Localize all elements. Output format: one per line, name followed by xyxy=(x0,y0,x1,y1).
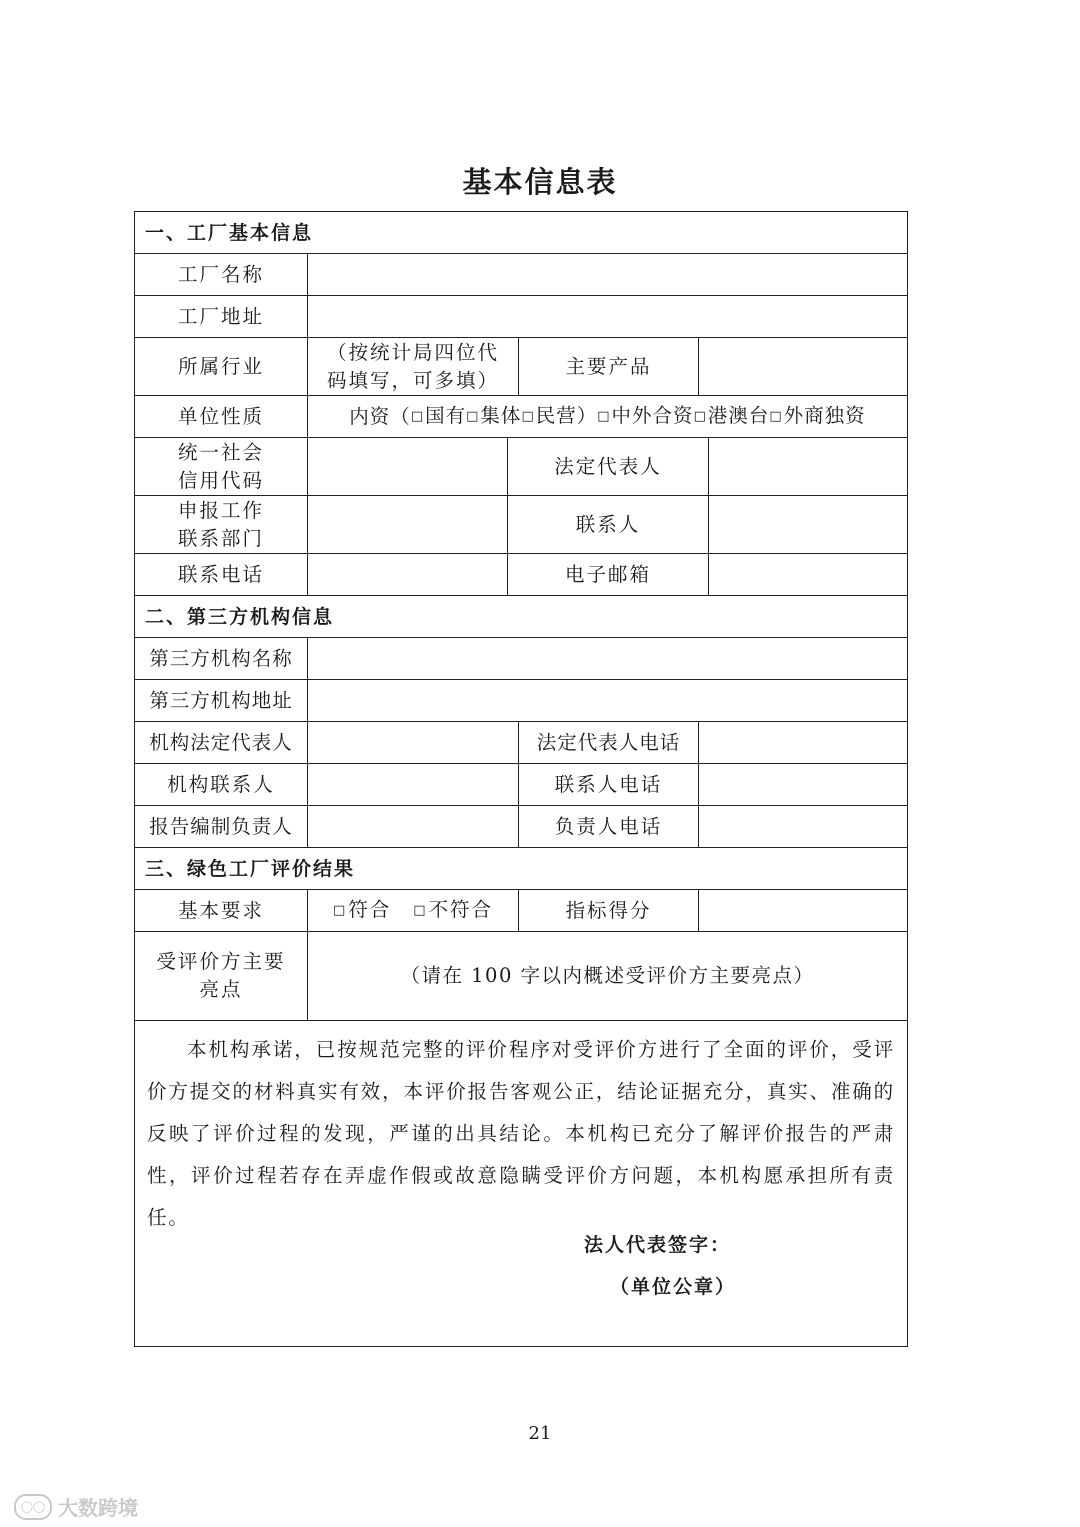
contact-dept-label xyxy=(135,496,307,553)
checkbox-conform[interactable]: □ 符合 xyxy=(333,896,391,925)
legal-rep-phone-field[interactable] xyxy=(698,722,907,763)
section-1-title: 一、工厂基本信息 xyxy=(145,221,314,244)
main-product-field[interactable] xyxy=(698,338,907,395)
highlights-field[interactable]: （请在 100 字以内概述受评价方主要亮点） xyxy=(307,932,907,1020)
basic-requirement-options xyxy=(307,890,518,931)
factory-name-label: 工厂名称 xyxy=(177,262,264,286)
contact-dept-label-line2: 联系部门 xyxy=(177,526,264,550)
report-lead-label: 报告编制负责人 xyxy=(149,814,293,838)
checkbox-hk-macao-taiwan[interactable]: □ 港澳台 xyxy=(694,402,770,431)
org-contact-field[interactable] xyxy=(307,764,518,805)
checkbox-state-owned[interactable]: □ 国有 xyxy=(411,402,466,431)
credit-code-label xyxy=(135,438,307,495)
watermark-text: 大数跨境 xyxy=(58,1496,138,1520)
credit-code-label-line2: 信用代码 xyxy=(177,468,264,492)
org-legal-rep-field[interactable] xyxy=(307,722,518,763)
org-name-label: 第三方机构名称 xyxy=(149,646,293,670)
watermark-logo-icon: ◯◯ xyxy=(14,1494,52,1520)
industry-label: 所属行业 xyxy=(177,354,264,378)
checkbox-collective[interactable]: □ 集体 xyxy=(466,402,521,431)
contact-person-field[interactable] xyxy=(708,496,907,553)
org-contact-row xyxy=(135,764,907,806)
seal-label: （单位公章） xyxy=(610,1276,737,1298)
org-address-label: 第三方机构地址 xyxy=(149,688,293,712)
watermark xyxy=(14,1492,138,1521)
contact-dept-row xyxy=(135,496,907,554)
highlights-label-line2: 亮点 xyxy=(199,978,243,1001)
highlights-label-line1: 受评价方主要 xyxy=(156,950,286,973)
org-contact-label: 机构联系人 xyxy=(167,772,275,796)
phone-label: 联系电话 xyxy=(177,562,264,586)
highlights-label xyxy=(135,932,307,1020)
section-2-header xyxy=(135,596,907,638)
factory-address-field[interactable] xyxy=(307,296,907,337)
industry-hint-line2: 码填写，可多填） xyxy=(326,368,499,392)
org-legal-rep-label: 机构法定代表人 xyxy=(149,730,293,754)
lead-phone-label: 负责人电话 xyxy=(518,806,698,847)
basic-requirement-row xyxy=(135,890,907,932)
legal-rep-field[interactable] xyxy=(708,438,907,495)
credit-code-label-line1: 统一社会 xyxy=(177,440,264,464)
report-lead-field[interactable] xyxy=(307,806,518,847)
score-label: 指标得分 xyxy=(518,890,698,931)
org-name-row xyxy=(135,638,907,680)
main-product-label: 主要产品 xyxy=(518,338,698,395)
credit-code-row xyxy=(135,438,907,496)
legal-rep-phone-label: 法定代表人电话 xyxy=(518,722,698,763)
pledge-text: 本机构承诺，已按规范完整的评价程序对受评价方进行了全面的评价，受评价方提交的材料真实有效，本评价报告客观公正，结论证据充分，真实、准确的反映了评价过程的发现，严谨的出具结论。本机构已充分了解评价报告的严肃性，评价过程若存在弄虚作假或故意隐瞒受评价方问题，本机构愿承担所有责任。 xyxy=(147,1038,895,1229)
factory-name-field[interactable] xyxy=(307,254,907,295)
basic-requirement-label: 基本要求 xyxy=(177,898,264,922)
credit-code-field[interactable] xyxy=(307,438,507,495)
highlights-row xyxy=(135,932,907,1021)
phone-field[interactable] xyxy=(307,554,507,595)
org-address-field[interactable] xyxy=(307,680,907,721)
basic-info-form xyxy=(134,211,908,1347)
unit-nature-label: 单位性质 xyxy=(177,404,264,428)
contact-phone-field[interactable] xyxy=(698,764,907,805)
unit-nature-options xyxy=(307,396,907,437)
phone-email-row xyxy=(135,554,907,596)
email-field[interactable] xyxy=(708,554,907,595)
factory-name-row xyxy=(135,254,907,296)
industry-row xyxy=(135,338,907,396)
signature-label: 法人代表签字： xyxy=(584,1234,732,1256)
section-3-title: 三、绿色工厂评价结果 xyxy=(145,857,356,880)
score-field[interactable] xyxy=(698,890,907,931)
contact-dept-label-line1: 申报工作 xyxy=(177,498,264,522)
page-number: 21 xyxy=(528,1423,552,1444)
section-1-header xyxy=(135,212,907,254)
contact-phone-label: 联系人电话 xyxy=(518,764,698,805)
lead-phone-field[interactable] xyxy=(698,806,907,847)
factory-address-row xyxy=(135,296,907,338)
page-title: 基本信息表 xyxy=(462,165,618,199)
unit-nature-row xyxy=(135,396,907,438)
email-label: 电子邮箱 xyxy=(507,554,708,595)
checkbox-foreign-owned[interactable]: □ 外商独资 xyxy=(769,402,865,431)
report-lead-row xyxy=(135,806,907,848)
industry-hint-line1: （按统计局四位代 xyxy=(326,340,499,364)
section-3-header xyxy=(135,848,907,890)
factory-address-label: 工厂地址 xyxy=(177,304,264,328)
contact-dept-field[interactable] xyxy=(307,496,507,553)
org-legal-rep-row xyxy=(135,722,907,764)
checkbox-nonconform[interactable]: □ 不符合 xyxy=(413,896,493,925)
org-address-row xyxy=(135,680,907,722)
legal-rep-label: 法定代表人 xyxy=(507,438,708,495)
unit-nature-prefix: 内资（ xyxy=(349,404,411,428)
industry-field[interactable] xyxy=(307,338,518,395)
org-name-field[interactable] xyxy=(307,638,907,679)
pledge-block xyxy=(135,1021,907,1348)
section-2-title: 二、第三方机构信息 xyxy=(145,605,335,628)
contact-person-label: 联系人 xyxy=(507,496,708,553)
checkbox-private[interactable]: □ 民营） xyxy=(521,402,597,431)
checkbox-joint-venture[interactable]: □ 中外合资 xyxy=(597,402,693,431)
